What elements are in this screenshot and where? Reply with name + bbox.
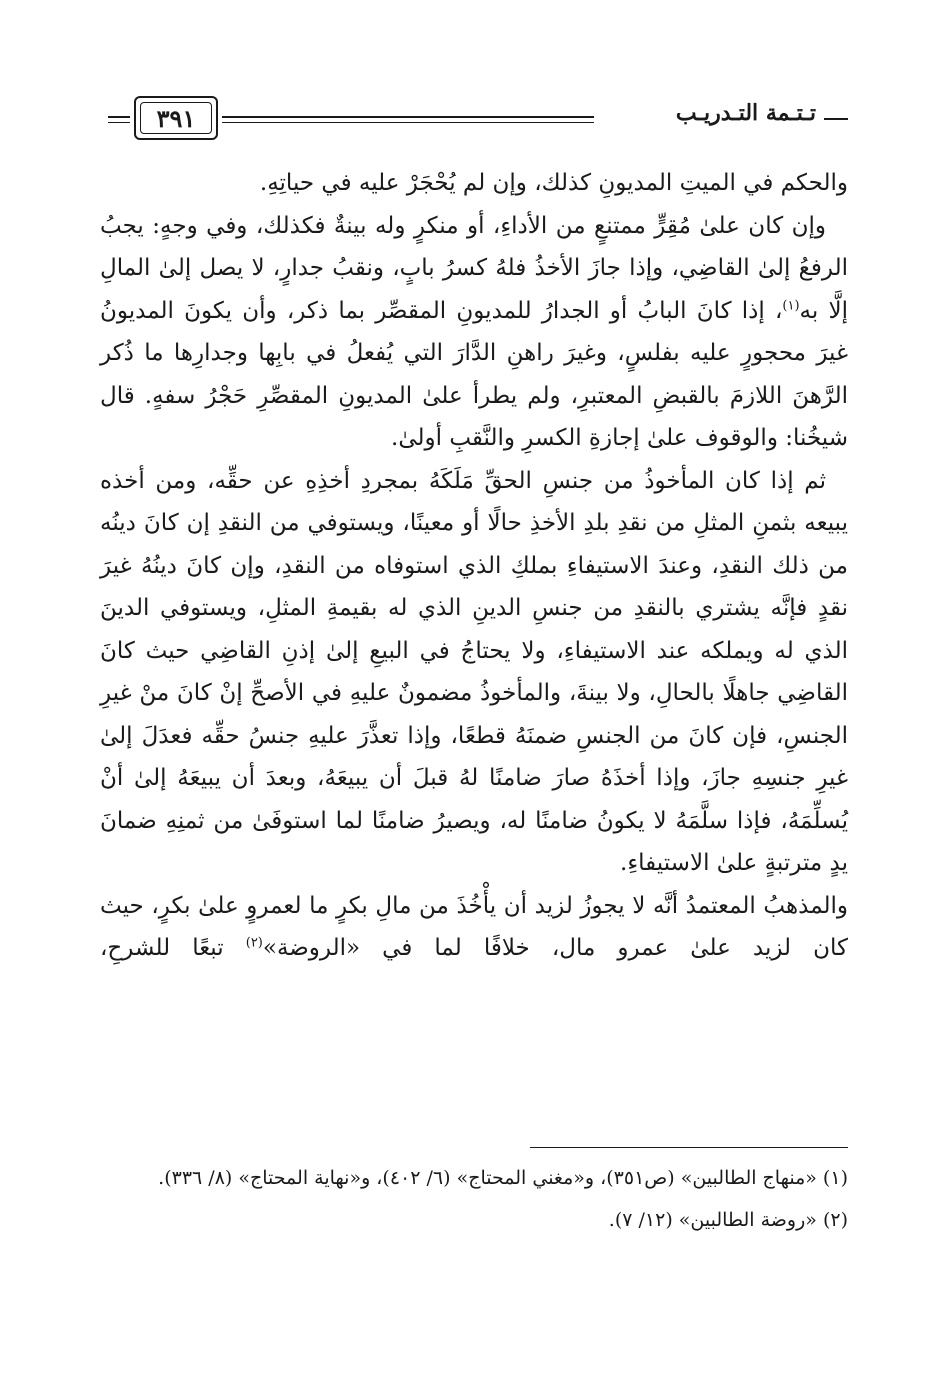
page-number: ٣٩١ — [156, 103, 196, 133]
header-rule-middle-thin — [222, 122, 594, 123]
header-rule-left — [108, 116, 130, 118]
paragraph-2 — [100, 205, 848, 460]
footnote-separator — [530, 1147, 848, 1148]
header-rule-left-thin — [108, 122, 130, 123]
main-text — [100, 162, 848, 970]
page-number-frame — [134, 96, 218, 140]
footnote-ref-2[interactable]: (٢) — [245, 935, 263, 951]
paragraph-1: والحكم في الميتِ المديونِ كذلك، وإن لم يُحْجَرْ عليه في حياتِهِ. — [259, 170, 848, 196]
paragraph-2-text-b: ، إذا كانَ البابُ أو الجدارُ للمديونِ المقصِّر بما ذكر، وأن يكونَ المديونُ غيرَ محجورٍ عليه بفلسٍ، وغيرَ راهنِ الدَّارَ التي يُفعلُ في بابِها وجدارِها ما ذُكر الرَّهنَ اللازمَ بالقبضِ المعتبرِ، ولم يطرأ علىٰ المديونِ المقصِّرِ حَجْرُ سفهٍ. قال شيخُنا: والوقوف علىٰ إجازةِ الكسرِ والنَّقبِ أولىٰ. — [100, 297, 848, 451]
paragraph-4 — [100, 885, 848, 970]
footnote-1: (١) «منهاج الطالبين» (ص٣٥١)، و«مغني المحتاج» (٦/ ٤٠٢)، و«نهاية المحتاج» (٨/ ٣٣٦). — [158, 1167, 848, 1189]
page-header — [108, 92, 848, 148]
header-rule-middle — [222, 116, 594, 118]
paragraph-4-text-a: والمذهبُ المعتمدُ أنَّه لا يجوزُ لزيد أن يأْخُذَ من مالِ بكرٍ ما لعمروٍ علىٰ بكرٍ، حيث كان لزيد علىٰ عمرو مال، خلافًا لما في «الروضة» — [100, 892, 849, 961]
paragraph-2-text-a: وإن كان علىٰ مُقِرٍّ ممتنعٍ من الأداءِ، أو منكرٍ وله بينةٌ فكذلك، وفي وجهٍ: يجبُ الرفعُ إلىٰ القاضِي، وإذا جازَ الأخذُ فلهُ كسرُ بابٍ، ونقبُ جدارٍ، لا يصل إلىٰ المالِ إلَّا به — [100, 212, 848, 324]
running-title: تـتـمة التـدريـب — [675, 100, 816, 126]
header-rule-right — [824, 118, 848, 120]
footnotes — [100, 1160, 848, 1238]
footnote-ref-1[interactable]: (١) — [782, 297, 800, 313]
paragraph-3: ثم إذا كان المأخوذُ من جنسِ الحقِّ مَلَكَهُ بمجردِ أخذِهِ عن حقِّه، ومن أخذه يبيعه بثمنِ المثلِ من نقدِ بلدِ الأخذِ حالًا أو معينًا، ويستوفي من النقدِ إن كانَ دينُه من ذلك النقدِ، وعندَ الاستيفاءِ بملكِ الذي استوفاه من النقدِ، وإن كانَ دينُهُ غيرَ نقدٍ فإنَّه يشتري بالنقدِ من جنسِ الدينِ الذي له بقيمةِ المثلِ، ويستوفي الدينَ الذي له ويملكه عند الاستيفاءِ، ولا يحتاجُ في البيعِ إلىٰ إذنِ القاضِي حيث كانَ القاضِي جاهلًا بالحالِ، ولا بينةَ، والمأخوذُ مضمونٌ عليهِ في الأصحِّ إنْ كانَ منْ غيرِ الجنسِ، فإن كانَ من الجنسِ ضمنَهُ قطعًا، وإذا تعذَّرَ عليهِ جنسُ حقِّه فعدَلَ إلىٰ غيرِ جنسِهِ جازَ، وإذا أخذَهُ صارَ ضامنًا لهُ قبلَ أن يبيعَهُ، وبعدَ أن يبيعَهُ إلىٰ أنْ يُسلِّمَهُ، فإذا سلَّمَهُ لا يكونُ ضامنًا له، ويصيرُ ضامنًا لما استوفَىٰ من ثمنِهِ ضمانَ يدٍ مترتبةٍ علىٰ الاستيفاءِ. — [100, 467, 848, 876]
paragraph-4-text-b: تبعًا للشرحِ، — [100, 935, 246, 961]
footnote-2: (٢) «روضة الطالبين» (١٢/ ٧). — [608, 1209, 848, 1231]
